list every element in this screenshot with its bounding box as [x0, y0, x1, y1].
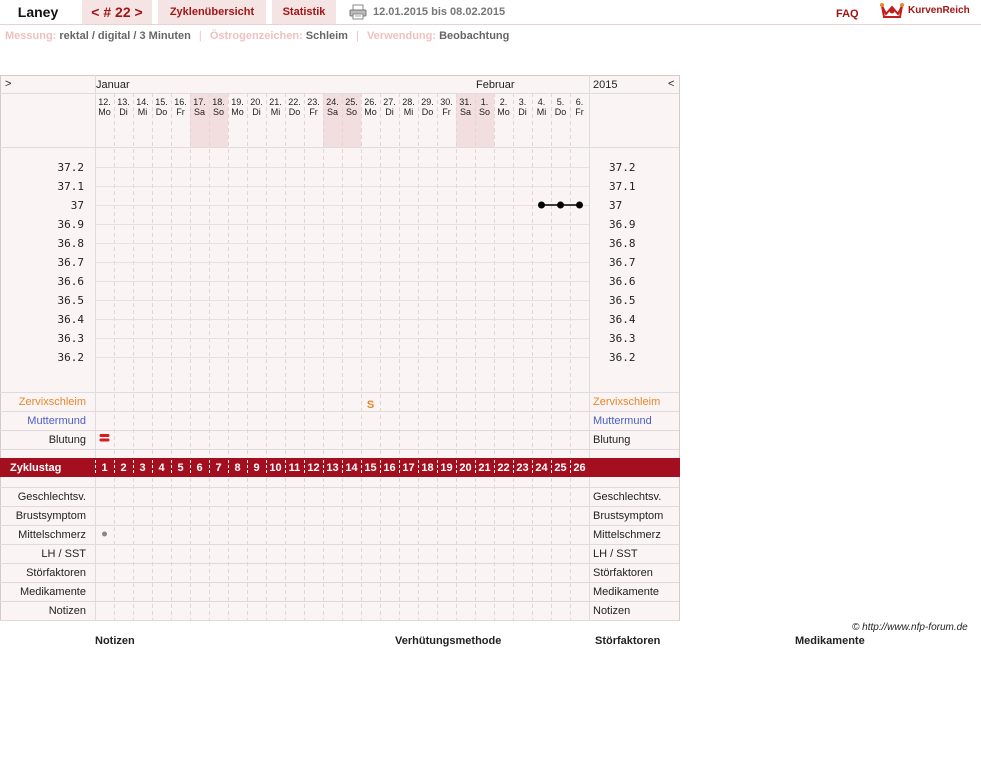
temperature-tick-left: 36.2 [57, 351, 84, 364]
cycle-day-label: Zyklustag [10, 462, 62, 474]
day-weekday: Mi [137, 107, 148, 117]
temperature-tick-right: 36.7 [609, 256, 636, 269]
row-label-right: Notizen [593, 605, 631, 617]
day-date: 19. [231, 97, 244, 107]
cycle-day-number: 8 [234, 462, 241, 474]
temperature-tick-right: 36.2 [609, 351, 636, 364]
day-date: 29. [421, 97, 434, 107]
previous-cycle-button[interactable]: < [91, 4, 100, 20]
temperature-tick-left: 36.9 [57, 218, 84, 231]
cycle-day-number: 24 [535, 462, 548, 474]
day-date: 28. [402, 97, 415, 107]
cycle-day-number: 2 [120, 462, 127, 474]
row-label-right: Medikamente [593, 586, 660, 598]
cycle-day-number: 14 [345, 462, 358, 474]
row-label-right: Brustsymptom [593, 510, 664, 522]
day-weekday: Do [288, 107, 301, 117]
day-weekday: So [478, 107, 491, 117]
month-label: Februar [476, 79, 515, 91]
day-date: 30. [440, 97, 453, 107]
temperature-tick-right: 36.6 [609, 275, 636, 288]
cycle-day-number: 3 [139, 462, 146, 474]
day-date: 15. [155, 97, 168, 107]
usage-value: Beobachtung [439, 30, 510, 42]
day-date: 20. [250, 97, 263, 107]
temperature-point [557, 202, 564, 209]
temperature-tick-left: 37.2 [57, 161, 84, 174]
row-label-left: Notizen [48, 605, 86, 617]
row-label-right: Störfaktoren [593, 567, 653, 579]
day-weekday: Mo [98, 107, 111, 117]
mittelschmerz-mark [102, 532, 107, 537]
day-date: 13. [117, 97, 130, 107]
row-label-right: Geschlechtsv. [593, 491, 662, 503]
chart-frame [1, 76, 680, 621]
tab-statistics[interactable]: Statistik [272, 0, 336, 24]
cycle-day-number: 21 [478, 462, 491, 474]
day-weekday: Mo [497, 107, 510, 117]
temperature-tick-right: 36.3 [609, 332, 636, 345]
cycle-day-number: 10 [269, 462, 282, 474]
day-date: 16. [174, 97, 187, 107]
temperature-tick-left: 36.5 [57, 294, 84, 307]
brand-name: KurvenReich [908, 5, 970, 16]
row-label-left: Geschlechtsv. [17, 491, 86, 503]
day-date: 25. [345, 97, 358, 107]
day-weekday: Do [421, 107, 434, 117]
separator: | [198, 30, 202, 42]
cycle-day-number: 6 [196, 462, 203, 474]
day-weekday: Mi [403, 107, 414, 117]
temperature-tick-left: 37.1 [57, 180, 84, 193]
row-label-left: Zervixschleim [18, 396, 86, 408]
cycle-day-number: 7 [215, 462, 222, 474]
cycle-day-number: 17 [402, 462, 415, 474]
day-weekday: Fr [442, 107, 451, 117]
day-weekday: Mo [364, 107, 377, 117]
copyright[interactable]: © http://www.nfp-forum.de [852, 622, 968, 633]
day-date: 5. [556, 97, 565, 107]
contraception-heading: Verhütungsmethode [395, 635, 502, 647]
temperature-tick-left: 37 [70, 199, 84, 212]
tab-cycle-overview[interactable]: Zyklenübersicht [158, 0, 266, 24]
day-date: 31. [459, 97, 472, 107]
day-weekday: Mo [231, 107, 244, 117]
cycle-day-number: 13 [326, 462, 339, 474]
next-cycle-button[interactable]: > [134, 4, 143, 20]
cycle-day-number: 26 [573, 462, 586, 474]
day-date: 3. [518, 97, 527, 107]
bleeding-mark [100, 439, 110, 442]
day-weekday: Fr [309, 107, 318, 117]
temperature-tick-left: 36.8 [57, 237, 84, 250]
temperature-tick-right: 37.1 [609, 180, 636, 193]
separator: | [356, 30, 359, 42]
cycle-day-number: 25 [554, 462, 567, 474]
cycle-day-number: 9 [253, 462, 260, 474]
row-label-left: LH / SST [41, 548, 86, 560]
day-weekday: Do [554, 107, 567, 117]
temperature-tick-left: 36.6 [57, 275, 84, 288]
cycle-day-number: 19 [440, 462, 453, 474]
medication-heading: Medikamente [795, 635, 865, 647]
day-date: 1. [480, 97, 489, 107]
disturbance-heading: Störfaktoren [595, 635, 661, 647]
cycle-day-number: 4 [158, 462, 165, 474]
user-name: Laney [17, 4, 59, 20]
row-label-right: Muttermund [593, 415, 652, 427]
month-label: Januar [96, 79, 130, 91]
day-date: 17. [193, 97, 206, 107]
day-date: 26. [364, 97, 377, 107]
day-weekday: Mi [270, 107, 281, 117]
day-weekday: Sa [326, 107, 339, 117]
day-date: 22. [288, 97, 301, 107]
faq-link[interactable]: FAQ [836, 8, 859, 20]
row-label-left: Medikamente [19, 586, 86, 598]
cycle-day-number: 18 [421, 462, 434, 474]
cycle-day-number: 12 [307, 462, 320, 474]
row-label-right: Blutung [593, 434, 631, 446]
cycle-day-number: 20 [459, 462, 472, 474]
day-weekday: Sa [459, 107, 472, 117]
scroll-left-button[interactable]: > [5, 78, 12, 90]
brand-logo[interactable] [880, 2, 970, 20]
temperature-tick-left: 36.7 [57, 256, 84, 269]
cycle-day-number: 15 [364, 462, 377, 474]
day-date: 4. [537, 97, 546, 107]
day-date: 24. [326, 97, 339, 107]
day-date: 2. [499, 97, 508, 107]
cycle-day-number: 1 [101, 462, 108, 474]
day-date: 27. [383, 97, 396, 107]
cycle-day-number: 16 [383, 462, 396, 474]
scroll-right-button[interactable]: < [668, 78, 675, 90]
row-label-left: Brustsymptom [15, 510, 86, 522]
temperature-tick-left: 36.3 [57, 332, 84, 345]
day-date: 21. [269, 97, 282, 107]
row-label-left: Mittelschmerz [18, 529, 86, 541]
day-weekday: Di [518, 107, 527, 117]
temperature-tick-right: 36.8 [609, 237, 636, 250]
year-label: 2015 [593, 79, 618, 91]
mucus-mark: S [366, 399, 375, 411]
day-weekday: Di [385, 107, 394, 117]
row-label-left: Blutung [48, 434, 86, 446]
day-weekday: Do [155, 107, 168, 117]
day-weekday: Fr [176, 107, 185, 117]
cycle-number: # 22 [103, 4, 131, 20]
row-label-right: Mittelschmerz [593, 529, 661, 541]
temperature-tick-right: 37 [609, 199, 623, 212]
notes-heading: Notizen [95, 635, 135, 647]
day-weekday: Fr [575, 107, 584, 117]
row-label-right: LH / SST [593, 548, 638, 560]
day-date: 6. [575, 97, 584, 107]
cycle-day-number: 22 [497, 462, 510, 474]
day-weekday: So [345, 107, 358, 117]
temperature-point [538, 202, 545, 209]
bleeding-mark [100, 434, 110, 437]
estrogen-sign-value: Schleim [305, 30, 348, 42]
temperature-point [576, 202, 583, 209]
row-label-left: Muttermund [27, 415, 86, 427]
cycle-day-number: 23 [516, 462, 529, 474]
temperature-tick-right: 36.4 [609, 313, 636, 326]
temperature-tick-right: 36.9 [609, 218, 636, 231]
day-weekday: Sa [193, 107, 206, 117]
date-range: 12.01.2015 bis 08.02.2015 [373, 6, 506, 18]
estrogen-sign-label: Östrogenzeichen: [209, 30, 303, 42]
day-weekday: Di [119, 107, 128, 117]
day-date: 18. [212, 97, 225, 107]
temperature-tick-left: 36.4 [57, 313, 84, 326]
measurement-label: Messung: [5, 30, 57, 42]
day-weekday: So [212, 107, 225, 117]
day-date: 12. [98, 97, 111, 107]
day-weekday: Mi [536, 107, 547, 117]
usage-label: Verwendung: [366, 30, 437, 42]
temperature-tick-right: 36.5 [609, 294, 636, 307]
cycle-day-number: 5 [177, 462, 184, 474]
crown-logo-icon [880, 2, 904, 20]
day-date: 14. [136, 97, 149, 107]
measurement-value: rektal / digital / 3 Minuten [59, 30, 191, 42]
cycle-day-number: 11 [288, 462, 301, 474]
row-label-left: Störfaktoren [26, 567, 86, 579]
row-label-right: Zervixschleim [593, 396, 661, 408]
day-date: 23. [307, 97, 320, 107]
day-weekday: Di [252, 107, 261, 117]
temperature-tick-right: 37.2 [609, 161, 636, 174]
